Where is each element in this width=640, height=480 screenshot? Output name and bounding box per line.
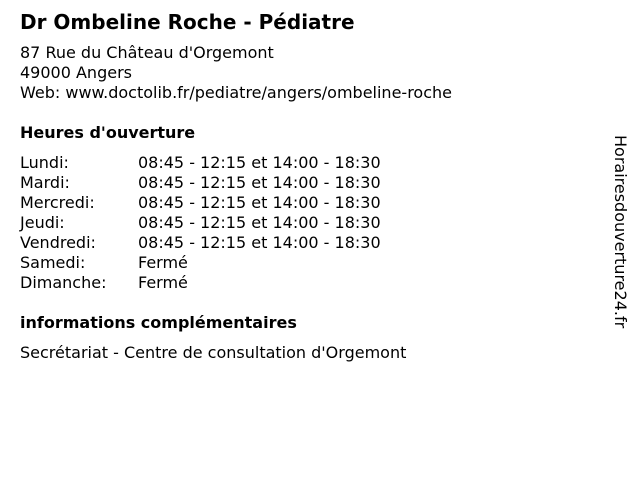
hours-row-wednesday bbox=[20, 193, 381, 213]
hours-value: 08:45 - 12:15 et 14:00 - 18:30 bbox=[138, 233, 381, 252]
opening-hours-table bbox=[20, 153, 381, 293]
hours-row-thursday bbox=[20, 213, 381, 233]
hours-row-friday bbox=[20, 233, 381, 253]
city-postcode: 49000 Angers bbox=[20, 63, 132, 82]
hours-row-sunday bbox=[20, 273, 381, 293]
hours-row-saturday bbox=[20, 253, 381, 273]
day-label: Samedi: bbox=[20, 253, 86, 272]
day-label: Lundi: bbox=[20, 153, 69, 172]
hours-value: Fermé bbox=[138, 253, 188, 272]
street-address: 87 Rue du Château d'Orgemont bbox=[20, 43, 274, 62]
hours-value: 08:45 - 12:15 et 14:00 - 18:30 bbox=[138, 213, 381, 232]
hours-value: Fermé bbox=[138, 273, 188, 292]
additional-info-text: Secrétariat - Centre de consultation d'Orgemont bbox=[20, 343, 407, 362]
hours-row-tuesday bbox=[20, 173, 381, 193]
hours-value: 08:45 - 12:15 et 14:00 - 18:30 bbox=[138, 173, 381, 192]
hours-row-monday bbox=[20, 153, 381, 173]
hours-value: 08:45 - 12:15 et 14:00 - 18:30 bbox=[138, 153, 381, 172]
website-line: Web: www.doctolib.fr/pediatre/angers/ombeline-roche bbox=[20, 83, 452, 102]
additional-info-heading: informations complémentaires bbox=[20, 313, 297, 332]
hours-value: 08:45 - 12:15 et 14:00 - 18:30 bbox=[138, 193, 381, 212]
day-label: Dimanche: bbox=[20, 273, 107, 292]
page-title: Dr Ombeline Roche - Pédiatre bbox=[20, 10, 355, 34]
day-label: Mardi: bbox=[20, 173, 70, 192]
opening-hours-heading: Heures d'ouverture bbox=[20, 123, 196, 142]
day-label: Jeudi: bbox=[20, 213, 65, 232]
address-block bbox=[20, 43, 452, 103]
site-watermark: Horairesdouverture24.fr bbox=[611, 135, 630, 329]
day-label: Mercredi: bbox=[20, 193, 95, 212]
day-label: Vendredi: bbox=[20, 233, 96, 252]
